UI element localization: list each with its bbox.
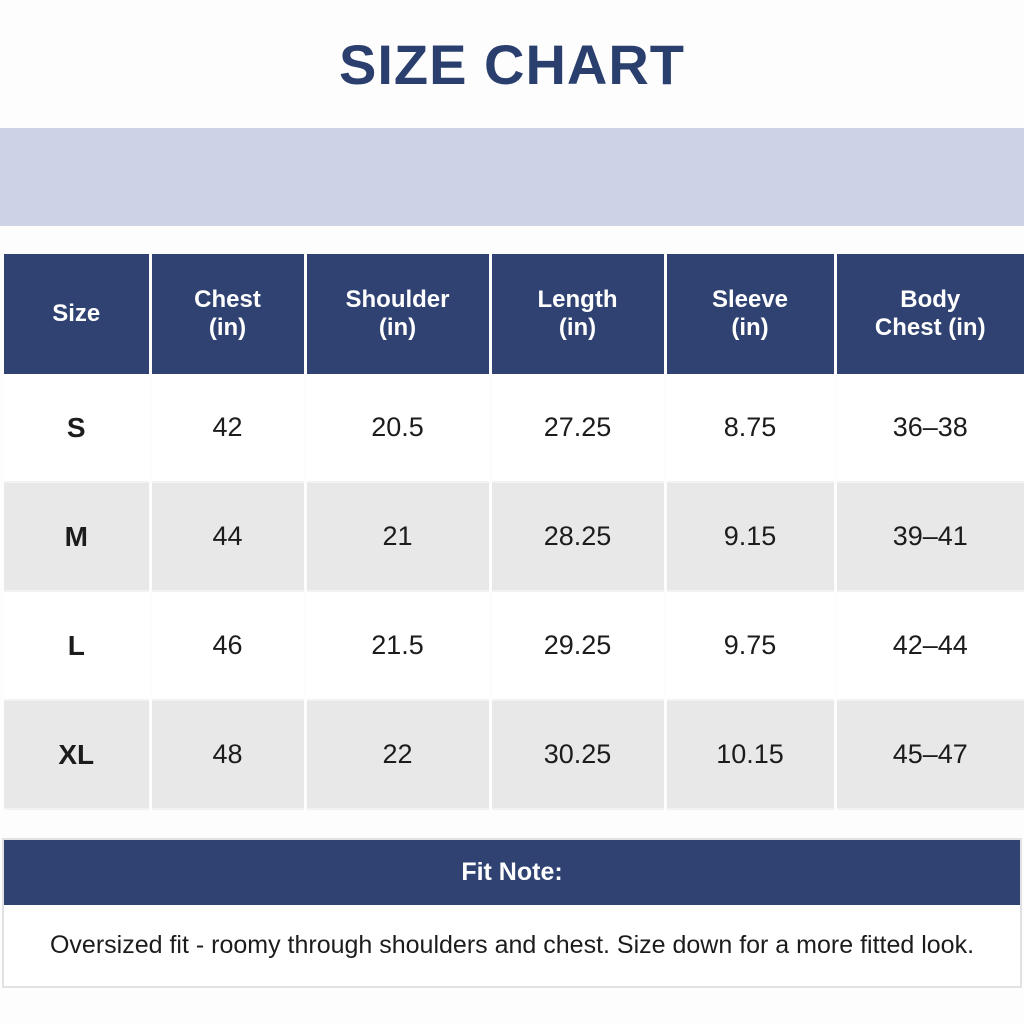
cell-shoulder: 21.5 bbox=[305, 591, 490, 700]
cell-size: L bbox=[4, 591, 150, 700]
cell-length: 30.25 bbox=[490, 700, 665, 809]
page-title: SIZE CHART bbox=[339, 32, 685, 96]
fit-note-block bbox=[2, 838, 1022, 988]
column-header-sleeve bbox=[665, 254, 835, 374]
decorative-band bbox=[0, 128, 1024, 226]
column-header-chest bbox=[150, 254, 305, 374]
column-header-chest-line1: Chest bbox=[194, 286, 261, 314]
column-header-length-line2: (in) bbox=[558, 314, 597, 341]
cell-chest: 42 bbox=[150, 374, 305, 482]
cell-body-chest: 36–38 bbox=[835, 374, 1024, 482]
cell-length: 28.25 bbox=[490, 482, 665, 591]
cell-length: 29.25 bbox=[490, 591, 665, 700]
column-header-size bbox=[4, 254, 150, 374]
column-header-length bbox=[490, 254, 665, 374]
cell-body-chest: 42–44 bbox=[835, 591, 1024, 700]
column-header-length-line1: Length bbox=[537, 286, 618, 314]
column-header-sleeve-line1: Sleeve bbox=[711, 286, 789, 314]
table-header-row bbox=[4, 254, 1024, 374]
cell-size: XL bbox=[4, 700, 150, 809]
cell-chest: 44 bbox=[150, 482, 305, 591]
column-header-sleeve-line2: (in) bbox=[731, 314, 769, 341]
spacer-band bbox=[0, 226, 1024, 254]
column-header-shoulder-line1: Shoulder bbox=[345, 286, 450, 314]
cell-shoulder: 21 bbox=[305, 482, 490, 591]
column-header-body-chest-line1: Body bbox=[900, 286, 961, 314]
column-header-body-chest-line2: Chest (in) bbox=[874, 314, 986, 341]
cell-chest: 48 bbox=[150, 700, 305, 809]
cell-size: M bbox=[4, 482, 150, 591]
cell-shoulder: 22 bbox=[305, 700, 490, 809]
size-table-head bbox=[4, 254, 1024, 374]
cell-size: S bbox=[4, 374, 150, 482]
column-header-body-chest bbox=[835, 254, 1024, 374]
cell-sleeve: 10.15 bbox=[665, 700, 835, 809]
cell-sleeve: 8.75 bbox=[665, 374, 835, 482]
fit-note-header: Fit Note: bbox=[4, 840, 1020, 905]
title-band bbox=[0, 0, 1024, 128]
cell-shoulder: 20.5 bbox=[305, 374, 490, 482]
size-table bbox=[4, 254, 1024, 810]
table-row bbox=[4, 374, 1024, 482]
table-row bbox=[4, 700, 1024, 809]
table-row bbox=[4, 591, 1024, 700]
cell-sleeve: 9.15 bbox=[665, 482, 835, 591]
fit-note-body: Oversized fit - roomy through shoulders and chest. Size down for a more fitted look. bbox=[4, 905, 1020, 986]
column-header-shoulder bbox=[305, 254, 490, 374]
column-header-size-line1: Size bbox=[52, 300, 101, 328]
cell-length: 27.25 bbox=[490, 374, 665, 482]
cell-chest: 46 bbox=[150, 591, 305, 700]
size-table-wrap bbox=[0, 254, 1024, 810]
cell-body-chest: 39–41 bbox=[835, 482, 1024, 591]
column-header-shoulder-line2: (in) bbox=[378, 314, 417, 341]
column-header-chest-line2: (in) bbox=[208, 314, 247, 341]
table-row bbox=[4, 482, 1024, 591]
cell-body-chest: 45–47 bbox=[835, 700, 1024, 809]
cell-sleeve: 9.75 bbox=[665, 591, 835, 700]
size-table-body bbox=[4, 374, 1024, 809]
